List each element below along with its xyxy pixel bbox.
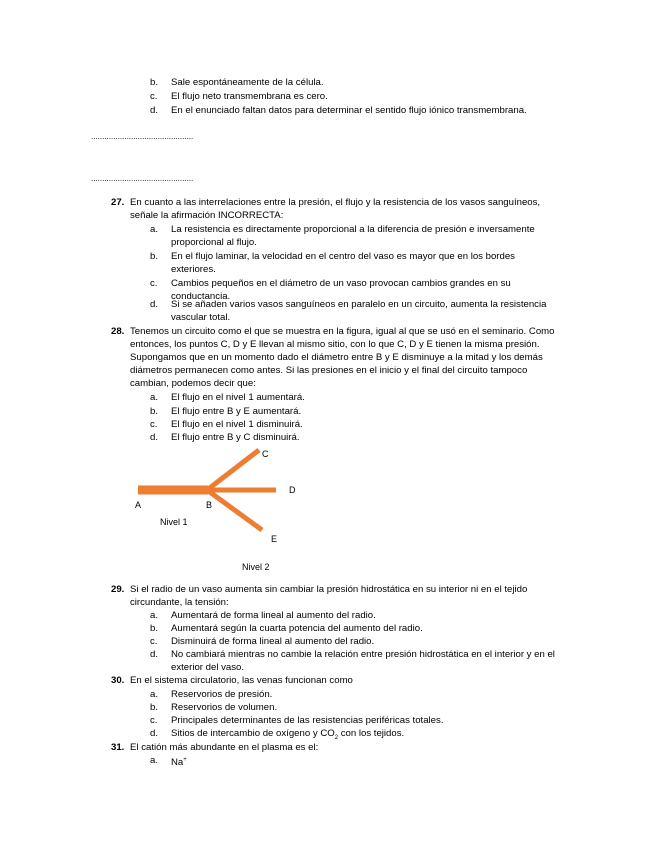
point-a-label: A	[135, 500, 142, 510]
dotted-separator: ..............................................	[91, 132, 194, 141]
point-b-label: B	[206, 500, 213, 510]
option-marker: d.	[150, 432, 159, 443]
vessel-b-e	[207, 490, 262, 530]
option-text: exterior del vaso.	[171, 662, 245, 673]
point-c-label: C	[262, 449, 269, 459]
nivel-2-label: Nivel 2	[242, 562, 270, 572]
option-marker: d.	[150, 105, 159, 116]
question-text: diámetros permanecen como antes. Si las presiones en el inicio y el final del circuito tampoco	[130, 365, 528, 376]
option-text: conductancia.	[171, 291, 231, 302]
option-marker: a.	[150, 755, 159, 766]
question-text: entonces, los puntos C, D y E llevan al mismo sitio, con lo que C, D y E tienen la misma presión.	[130, 339, 540, 350]
option-marker: b.	[150, 623, 159, 634]
option-marker: a.	[150, 392, 159, 403]
question-number: 29.	[111, 584, 125, 595]
question-text: circundante, la tensión:	[130, 597, 229, 608]
option-text: En el enunciado faltan datos para determinar el sentido flujo iónico transmembrana.	[171, 105, 527, 116]
option-marker: b.	[150, 251, 159, 262]
option-text-main: Na	[171, 757, 184, 769]
option-text: Reservorios de volumen.	[171, 702, 278, 713]
option-text: Principales determinantes de las resistencias periféricas totales.	[171, 715, 444, 726]
question-text: señale la afirmación INCORRECTA:	[130, 210, 284, 221]
option-text: Sale espontáneamente de la célula.	[171, 77, 324, 88]
dotted-separator: ..............................................	[91, 174, 194, 183]
option-text: Aumentará según la cuarta potencia del aumento del radio.	[171, 623, 423, 634]
option-text: Reservorios de presión.	[171, 689, 273, 700]
option-marker: c.	[150, 419, 158, 430]
option-marker: a.	[150, 610, 159, 621]
option-text: No cambiará mientras no cambie la relación entre presión hidrostática en el interior y en el	[171, 649, 555, 660]
option-text: vascular total.	[171, 312, 231, 323]
point-d-label: D	[289, 485, 296, 495]
option-text: El flujo en el nivel 1 disminuirá.	[171, 419, 303, 430]
option-text-tail: con los tejidos.	[338, 728, 405, 739]
option-marker: b.	[150, 702, 159, 713]
option-text-main: Sitios de intercambio de oxígeno y CO	[171, 728, 335, 739]
option-marker: d.	[150, 728, 159, 739]
question-number: 31.	[111, 742, 125, 753]
option-text	[171, 754, 187, 769]
option-text: Cambios pequeños en el diámetro de un vaso provocan cambios grandes en su	[171, 278, 511, 289]
option-marker: c.	[150, 636, 158, 647]
question-number: 27.	[111, 197, 125, 208]
question-text: En cuanto a las interrelaciones entre la presión, el flujo y la resistencia de los vasos sanguíneos,	[130, 197, 541, 208]
option-text: El flujo entre B y C disminuirá.	[171, 432, 300, 443]
option-marker: c.	[150, 278, 158, 289]
option-marker: a.	[150, 224, 159, 235]
superscript: +	[183, 757, 187, 763]
option-marker: c.	[150, 91, 158, 102]
question-text: En el sistema circulatorio, las venas funcionan como	[130, 675, 353, 686]
nivel-1-label: Nivel 1	[160, 517, 188, 527]
option-marker: d.	[150, 299, 159, 310]
question-text: Supongamos que en un momento dado el diámetro entre B y E disminuye a la mitad y los demás	[130, 352, 543, 363]
option-text: proporcional al flujo.	[171, 237, 257, 248]
option-text: Si se añaden varios vasos sanguíneos en paralelo en un circuito, aumenta la resistencia	[171, 299, 547, 310]
option-text: La resistencia es directamente proporcional a la diferencia de presión e inversamente	[171, 224, 535, 235]
question-text: El catión más abundante en el plasma es el:	[130, 742, 319, 753]
question-text: Si el radio de un vaso aumenta sin cambiar la presión hidrostática en su interior ni en el tejido	[130, 584, 528, 595]
option-text: Aumentará de forma lineal al aumento del radio.	[171, 610, 376, 621]
question-number: 28.	[111, 326, 125, 337]
option-text: El flujo neto transmembrana es cero.	[171, 91, 328, 102]
option-text: En el flujo laminar, la velocidad en el centro del vaso es mayor que en los bordes	[171, 251, 515, 262]
option-marker: b.	[150, 77, 159, 88]
question-text: Tenemos un circuito como el que se muestra en la figura, igual al que se usó en el seminario. Como	[130, 326, 555, 337]
question-text: cambian, podemos decir que:	[130, 378, 256, 389]
option-text: Disminuirá de forma lineal al aumento del radio.	[171, 636, 375, 647]
point-e-label: E	[271, 534, 278, 544]
subscript: 2	[334, 734, 339, 741]
question-number: 30.	[111, 675, 125, 686]
option-text: El flujo entre B y E aumentará.	[171, 406, 302, 417]
option-text: El flujo en el nivel 1 aumentará.	[171, 392, 305, 403]
vessel-b-c	[207, 450, 259, 490]
option-marker: a.	[150, 689, 159, 700]
option-text: exteriores.	[171, 264, 216, 275]
option-marker: c.	[150, 715, 158, 726]
option-marker: b.	[150, 406, 159, 417]
option-marker: d.	[150, 649, 159, 660]
